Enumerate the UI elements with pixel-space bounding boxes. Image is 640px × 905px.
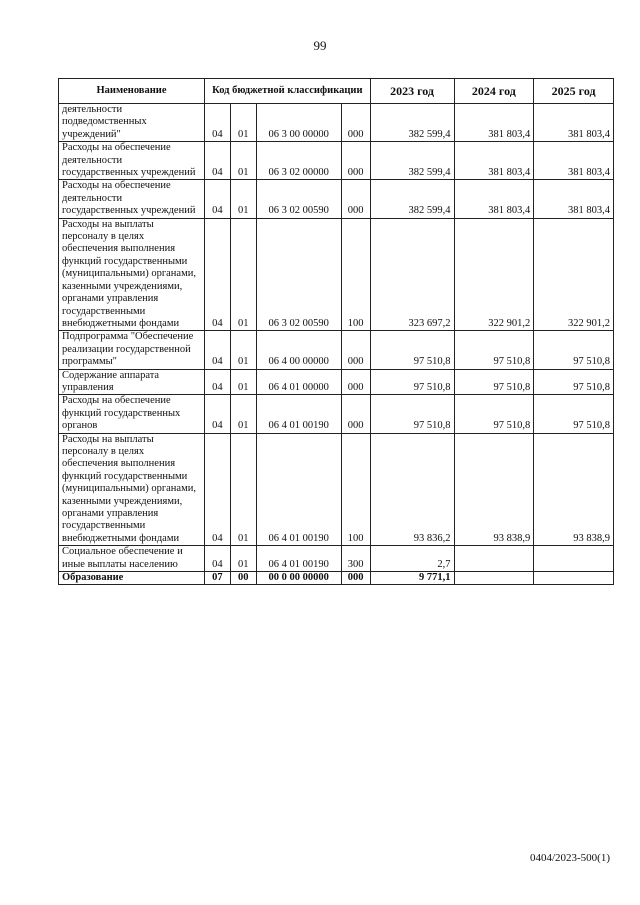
cell-name: Расходы на обеспечение деятельности государственных учреждений xyxy=(59,180,205,218)
cell-section: 07 xyxy=(204,572,230,585)
cell-expense-type: 000 xyxy=(341,104,370,142)
cell-2024: 381 803,4 xyxy=(454,104,534,142)
table-row xyxy=(59,369,614,395)
cell-2024: 97 510,8 xyxy=(454,395,534,433)
cell-section: 04 xyxy=(204,218,230,331)
cell-2024: 97 510,8 xyxy=(454,331,534,369)
cell-2023: 93 836,2 xyxy=(370,433,454,546)
cell-expense-type: 000 xyxy=(341,369,370,395)
cell-name: Расходы на обеспечение деятельности государственных учреждений xyxy=(59,142,205,180)
cell-name: Подпрограмма "Обеспечение реализации государственной программы" xyxy=(59,331,205,369)
cell-2025: 322 901,2 xyxy=(534,218,614,331)
cell-2023: 2,7 xyxy=(370,546,454,572)
cell-expense-type: 100 xyxy=(341,218,370,331)
cell-subsection: 01 xyxy=(230,369,256,395)
table-row xyxy=(59,331,614,369)
cell-name: деятельности подведомственных учреждений" xyxy=(59,104,205,142)
header-2023: 2023 год xyxy=(370,79,454,104)
header-name: Наименование xyxy=(59,79,205,104)
header-2025: 2025 год xyxy=(534,79,614,104)
cell-section: 04 xyxy=(204,433,230,546)
cell-section: 04 xyxy=(204,546,230,572)
cell-2023: 97 510,8 xyxy=(370,369,454,395)
cell-2024 xyxy=(454,572,534,585)
cell-section: 04 xyxy=(204,395,230,433)
table-row xyxy=(59,546,614,572)
cell-2025 xyxy=(534,546,614,572)
cell-target-article: 06 4 00 00000 xyxy=(256,331,341,369)
cell-target-article: 06 4 01 00190 xyxy=(256,395,341,433)
cell-name: Социальное обеспечение и иные выплаты населению xyxy=(59,546,205,572)
cell-section: 04 xyxy=(204,142,230,180)
cell-2023: 382 599,4 xyxy=(370,142,454,180)
cell-2025: 97 510,8 xyxy=(534,369,614,395)
table-header-row xyxy=(59,79,614,104)
table-body xyxy=(59,104,614,585)
cell-2023: 323 697,2 xyxy=(370,218,454,331)
page-number: 99 xyxy=(313,38,327,53)
cell-expense-type: 000 xyxy=(341,180,370,218)
cell-name: Расходы на выплаты персоналу в целях обеспечения выполнения функций государственными (муниципальными) органами, казенными учреждениями, органами управления государственными внебюджетными фондами xyxy=(59,218,205,331)
cell-2025: 381 803,4 xyxy=(534,104,614,142)
cell-2023: 97 510,8 xyxy=(370,395,454,433)
table-row xyxy=(59,433,614,546)
cell-2023: 9 771,1 xyxy=(370,572,454,585)
cell-2025: 97 510,8 xyxy=(534,331,614,369)
cell-expense-type: 100 xyxy=(341,433,370,546)
cell-section: 04 xyxy=(204,331,230,369)
cell-subsection: 01 xyxy=(230,546,256,572)
cell-target-article: 06 4 01 00190 xyxy=(256,546,341,572)
table-row xyxy=(59,180,614,218)
cell-target-article: 06 3 02 00590 xyxy=(256,180,341,218)
cell-target-article: 06 3 02 00590 xyxy=(256,218,341,331)
cell-target-article: 06 3 00 00000 xyxy=(256,104,341,142)
table-row xyxy=(59,572,614,585)
table-row xyxy=(59,142,614,180)
cell-name: Расходы на обеспечение функций государственных органов xyxy=(59,395,205,433)
cell-subsection: 01 xyxy=(230,395,256,433)
cell-2025 xyxy=(534,572,614,585)
cell-2024: 381 803,4 xyxy=(454,180,534,218)
cell-2025: 93 838,9 xyxy=(534,433,614,546)
cell-subsection: 00 xyxy=(230,572,256,585)
cell-2025: 381 803,4 xyxy=(534,142,614,180)
cell-subsection: 01 xyxy=(230,142,256,180)
cell-subsection: 01 xyxy=(230,104,256,142)
budget-table xyxy=(58,78,614,585)
header-2024: 2024 год xyxy=(454,79,534,104)
cell-section: 04 xyxy=(204,180,230,218)
cell-2023: 97 510,8 xyxy=(370,331,454,369)
cell-target-article: 00 0 00 00000 xyxy=(256,572,341,585)
cell-target-article: 06 3 02 00000 xyxy=(256,142,341,180)
cell-2023: 382 599,4 xyxy=(370,104,454,142)
cell-expense-type: 300 xyxy=(341,546,370,572)
cell-expense-type: 000 xyxy=(341,142,370,180)
header-budget-code: Код бюджетной классификации xyxy=(204,79,370,104)
cell-section: 04 xyxy=(204,104,230,142)
cell-2024: 93 838,9 xyxy=(454,433,534,546)
table-row xyxy=(59,218,614,331)
cell-subsection: 01 xyxy=(230,218,256,331)
cell-subsection: 01 xyxy=(230,433,256,546)
document-code: 0404/2023-500(1) xyxy=(529,852,610,864)
cell-name: Образование xyxy=(59,572,205,585)
table-row xyxy=(59,395,614,433)
cell-2024: 97 510,8 xyxy=(454,369,534,395)
cell-subsection: 01 xyxy=(230,180,256,218)
cell-2023: 382 599,4 xyxy=(370,180,454,218)
cell-2024: 381 803,4 xyxy=(454,142,534,180)
cell-target-article: 06 4 01 00190 xyxy=(256,433,341,546)
cell-section: 04 xyxy=(204,369,230,395)
cell-expense-type: 000 xyxy=(341,572,370,585)
cell-name: Содержание аппарата управления xyxy=(59,369,205,395)
table-row xyxy=(59,104,614,142)
cell-expense-type: 000 xyxy=(341,395,370,433)
cell-expense-type: 000 xyxy=(341,331,370,369)
cell-subsection: 01 xyxy=(230,331,256,369)
cell-2024 xyxy=(454,546,534,572)
cell-2025: 97 510,8 xyxy=(534,395,614,433)
cell-target-article: 06 4 01 00000 xyxy=(256,369,341,395)
cell-name: Расходы на выплаты персоналу в целях обеспечения выполнения функций государственными (муниципальными) органами, казенными учреждениями, органами управления государственными внебюджетными фондами xyxy=(59,433,205,546)
cell-2025: 381 803,4 xyxy=(534,180,614,218)
cell-2024: 322 901,2 xyxy=(454,218,534,331)
